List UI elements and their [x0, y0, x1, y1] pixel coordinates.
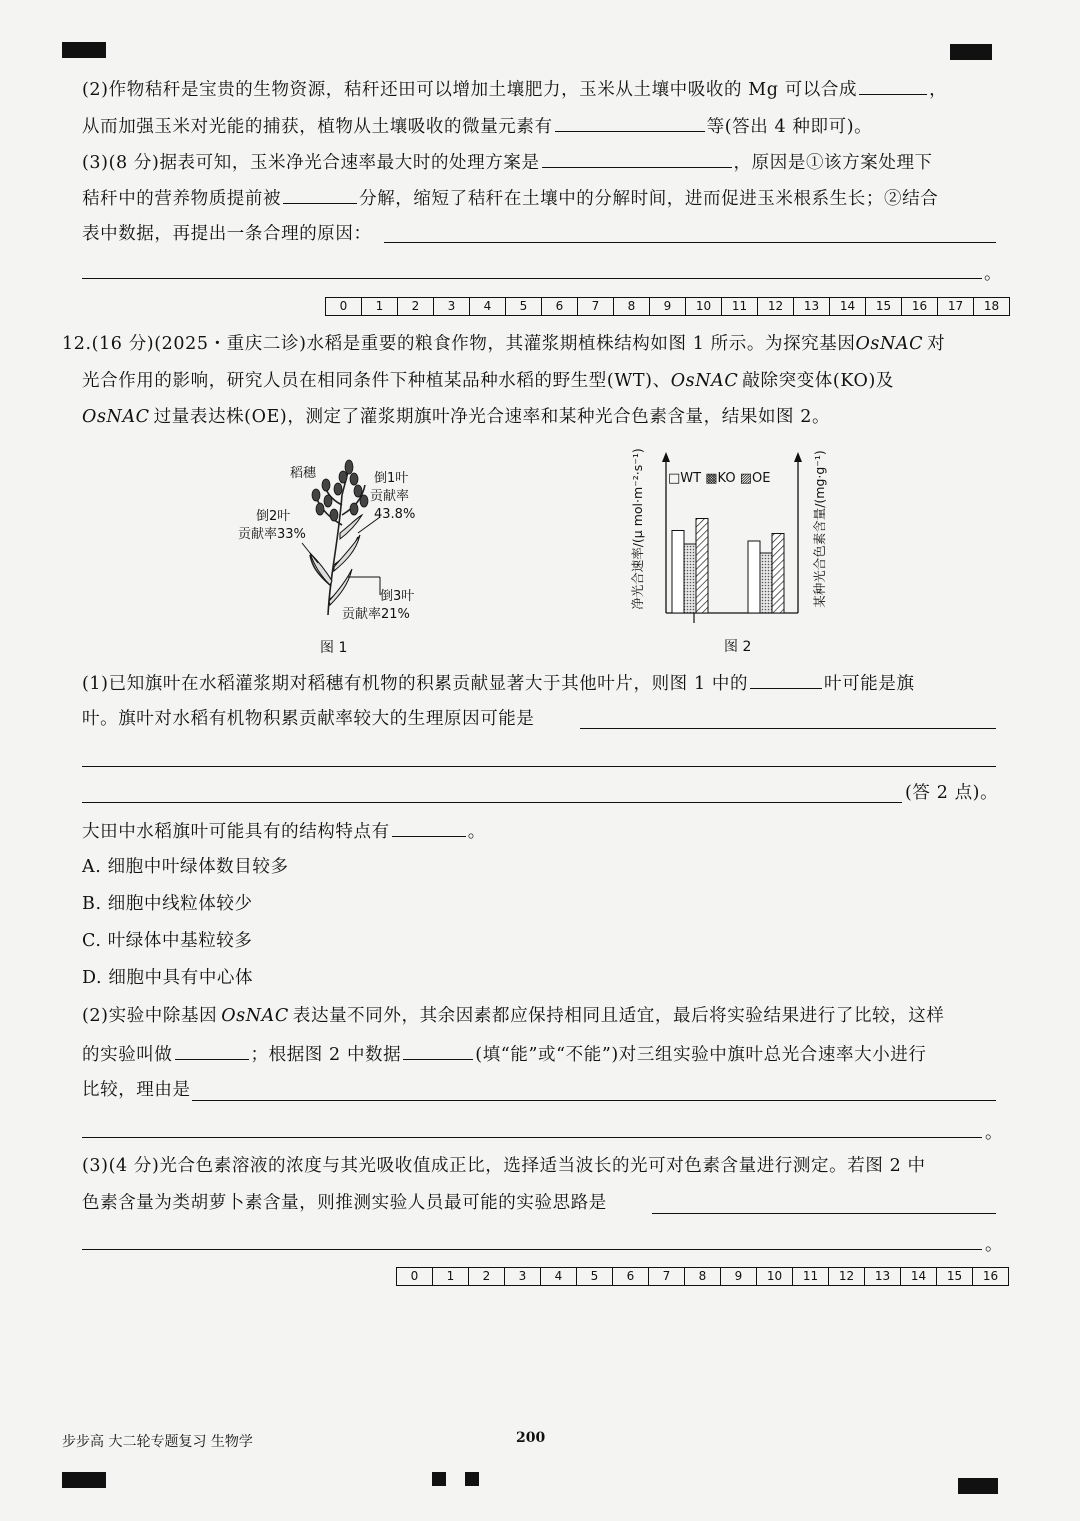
- score-cell-9[interactable]: 9: [721, 1268, 757, 1285]
- q12-score-bar: [396, 1267, 1009, 1286]
- q12-end-mark-1: 。: [985, 1123, 1004, 1143]
- fig2-left-axis-arrow: [662, 452, 670, 462]
- q12-part3-line2: 色素含量为类胡萝卜素含量，则推测实验人员最可能的实验思路是: [82, 1193, 607, 1213]
- q12-answer-line-7[interactable]: [82, 1249, 982, 1250]
- score-cell-13[interactable]: 13: [794, 298, 830, 315]
- score-cell-7[interactable]: 7: [649, 1268, 685, 1285]
- q11-part2-line2: 从而加强玉米对光能的捕获，植物从土壤吸收的微量元素有 等(答出 4 种即可)。: [82, 113, 872, 139]
- score-cell-16[interactable]: 16: [902, 298, 938, 315]
- fig1-label-panicle: 稻穗: [290, 466, 317, 481]
- registration-mark-top-right: [950, 44, 992, 60]
- q12-part2-line1: (2)实验中除基因 OsNAC 表达量不同外，其余因素都应保持相同且适宜，最后将实验结果进行了比较，这样: [82, 1006, 945, 1026]
- footer-page-number: 200: [516, 1430, 546, 1446]
- score-cell-11[interactable]: 11: [793, 1268, 829, 1285]
- q11-blank-decomposer[interactable]: [283, 185, 357, 204]
- figure-2: [620, 440, 850, 662]
- score-cell-18[interactable]: 18: [983, 299, 1000, 313]
- q12-option-a[interactable]: A. 细胞中叶绿体数目较多: [82, 857, 289, 877]
- score-cell-9[interactable]: 9: [650, 298, 686, 315]
- score-cell-15[interactable]: 15: [937, 1268, 973, 1285]
- score-cell-11[interactable]: 11: [722, 298, 758, 315]
- q12-intro-line3: OsNAC 过量表达株(OE)，测定了灌浆期旗叶净光合速率和某种光合色素含量，结果如图 2。: [82, 407, 831, 427]
- registration-mark-bottom-right: [958, 1478, 998, 1494]
- score-cell-3[interactable]: 3: [434, 298, 470, 315]
- score-cell-6[interactable]: 6: [542, 298, 578, 315]
- fig1-label-leaf3-a: 倒3叶: [380, 589, 415, 604]
- fig2-legend: [668, 470, 770, 488]
- fig1-label-leaf1-c: 43.8%: [374, 507, 416, 522]
- q12-option-c[interactable]: C. 叶绿体中基粒较多: [82, 931, 253, 951]
- q12-part1-line2: 叶。旗叶对水稻有机物积累贡献率较大的生理原因可能是: [82, 709, 535, 729]
- q12-blank-structure[interactable]: [392, 818, 466, 837]
- bar-wt-net-photosynthesis: [672, 531, 684, 614]
- score-cell-8[interactable]: 8: [614, 298, 650, 315]
- registration-mark-top-left: [62, 42, 106, 58]
- bar-wt-pigment: [748, 541, 760, 613]
- q11-blank-trace-elements[interactable]: [555, 113, 705, 132]
- registration-mark-bottom-center-1: [432, 1472, 446, 1486]
- q12-answer-note: (答 2 点)。: [905, 783, 999, 803]
- q11-part2-line1: (2)作物秸秆是宝贵的生物资源，秸秆还田可以增加土壤肥力，玉米从土壤中吸收的 Mg 可以合成 ，: [82, 76, 947, 102]
- fig2-caption: 图 2: [724, 639, 752, 655]
- score-cell-14[interactable]: 14: [901, 1268, 937, 1285]
- fig2-ylabel-right: 某种光合色素含量/(mg·g⁻¹): [812, 450, 827, 608]
- q12-option-b[interactable]: B. 细胞中线粒体较少: [82, 894, 253, 914]
- bar-oe-net-photosynthesis: [696, 519, 708, 614]
- q12-answer-line-2[interactable]: [82, 766, 996, 767]
- legend-wt: □WT: [668, 471, 702, 486]
- score-cell-6[interactable]: 6: [613, 1268, 649, 1285]
- legend-oe: ▨OE: [739, 471, 771, 486]
- q12-part3-line1: (3)(4 分)光合色素溶液的浓度与其光吸收值成正比，选择适当波长的光可对色素含量进行测定。若图 2 中: [82, 1156, 926, 1176]
- bar-ko-pigment: [760, 553, 772, 613]
- score-cell-10[interactable]: 10: [686, 298, 722, 315]
- score-cell-5[interactable]: 5: [506, 298, 542, 315]
- q11-end-mark: 。: [984, 264, 1003, 284]
- score-cell-12[interactable]: 12: [758, 298, 794, 315]
- q12-option-d[interactable]: D. 细胞中具有中心体: [82, 968, 254, 988]
- q12-end-mark-2: 。: [985, 1235, 1004, 1255]
- fig1-caption: 图 1: [320, 640, 348, 656]
- figure-1: [230, 455, 450, 660]
- fig1-label-leaf3-b: 贡献率21%: [342, 607, 410, 622]
- fig1-label-leaf2-a: 倒2叶: [256, 509, 291, 524]
- fig2-right-axis-arrow: [794, 452, 802, 462]
- score-cell-2[interactable]: 2: [469, 1268, 505, 1285]
- fig2-ylabel-left: 净光合速率/(μ mol·m⁻²·s⁻¹): [630, 448, 645, 610]
- q11-part3-line1: (3)(8 分)据表可知，玉米净光合速率最大时的处理方案是 ，原因是①该方案处理下: [82, 149, 933, 175]
- score-cell-1[interactable]: 1: [433, 1268, 469, 1285]
- q12-blank-flag-leaf[interactable]: [750, 670, 822, 689]
- q12-part2-line2: 的实验叫做 ；根据图 2 中数据 (填“能”或“不能”)对三组实验中旗叶总光合速率大小进行: [82, 1041, 927, 1067]
- bar-oe-pigment: [772, 534, 784, 614]
- q12-answer-line-4[interactable]: [192, 1100, 996, 1101]
- q12-intro-line2: 光合作用的影响，研究人员在相同条件下种植某品种水稻的野生型(WT)、OsNAC 敲除突变体(KO)及: [82, 371, 894, 391]
- score-cell-4[interactable]: 4: [470, 298, 506, 315]
- q12-answer-line-5[interactable]: [82, 1137, 982, 1138]
- q12-answer-line-3[interactable]: [82, 802, 902, 803]
- score-cell-16[interactable]: 16: [982, 1269, 999, 1283]
- score-cell-13[interactable]: 13: [865, 1268, 901, 1285]
- score-cell-8[interactable]: 8: [685, 1268, 721, 1285]
- fig1-label-leaf1-b: 贡献率: [370, 489, 410, 504]
- q11-answer-line-1[interactable]: [384, 242, 996, 243]
- score-cell-15[interactable]: 15: [866, 298, 902, 315]
- score-cell-2[interactable]: 2: [398, 298, 434, 315]
- q11-part3-line2: 秸秆中的营养物质提前被 分解，缩短了秸秆在土壤中的分解时间，进而促进玉米根系生长；②结合: [82, 185, 938, 211]
- q11-score-bar: [325, 297, 1010, 316]
- score-cell-7[interactable]: 7: [578, 298, 614, 315]
- fig1-label-leaf2-b: 贡献率33%: [238, 527, 306, 542]
- q11-blank-mg-product[interactable]: [859, 76, 927, 95]
- q12-blank-experiment-type[interactable]: [175, 1041, 249, 1060]
- q12-intro-line1: 12.(16 分)(2025・重庆二诊)水稻是重要的粮食作物，其灌浆期植株结构如图 1 所示。为探究基因OsNAC 对: [62, 334, 946, 354]
- q12-answer-line-6[interactable]: [652, 1213, 996, 1214]
- score-cell-1[interactable]: 1: [362, 298, 398, 315]
- footer-book-title: 步步高 大二轮专题复习 生物学: [62, 1434, 253, 1450]
- score-cell-12[interactable]: 12: [829, 1268, 865, 1285]
- fig1-label-leaf1-a: 倒1叶: [374, 471, 409, 486]
- q11-blank-best-scheme[interactable]: [542, 149, 732, 168]
- score-cell-10[interactable]: 10: [757, 1268, 793, 1285]
- score-cell-17[interactable]: 17: [938, 298, 974, 315]
- q12-answer-line-1[interactable]: [580, 728, 996, 729]
- score-cell-4[interactable]: 4: [541, 1268, 577, 1285]
- score-cell-0[interactable]: 0: [326, 298, 362, 315]
- q12-blank-can-or-cannot[interactable]: [403, 1041, 473, 1060]
- q11-answer-line-2[interactable]: [82, 278, 982, 279]
- bar-ko-net-photosynthesis: [684, 544, 696, 613]
- q12-structure-question: 大田中水稻旗叶可能具有的结构特点有 。: [82, 818, 486, 844]
- score-cell-14[interactable]: 14: [830, 298, 866, 315]
- score-cell-0[interactable]: 0: [397, 1268, 433, 1285]
- score-cell-5[interactable]: 5: [577, 1268, 613, 1285]
- score-cell-3[interactable]: 3: [505, 1268, 541, 1285]
- q12-part1-line1: (1)已知旗叶在水稻灌浆期对稻穗有机物的积累贡献显著大于其他叶片，则图 1 中的 叶可能是旗: [82, 670, 915, 696]
- q11-part3-line3: 表中数据，再提出一条合理的原因：: [82, 224, 372, 244]
- legend-ko: ▩KO: [705, 471, 736, 486]
- registration-mark-bottom-left: [62, 1472, 106, 1488]
- registration-mark-bottom-center-2: [465, 1472, 479, 1486]
- q12-part2-line3: 比较，理由是: [82, 1080, 191, 1100]
